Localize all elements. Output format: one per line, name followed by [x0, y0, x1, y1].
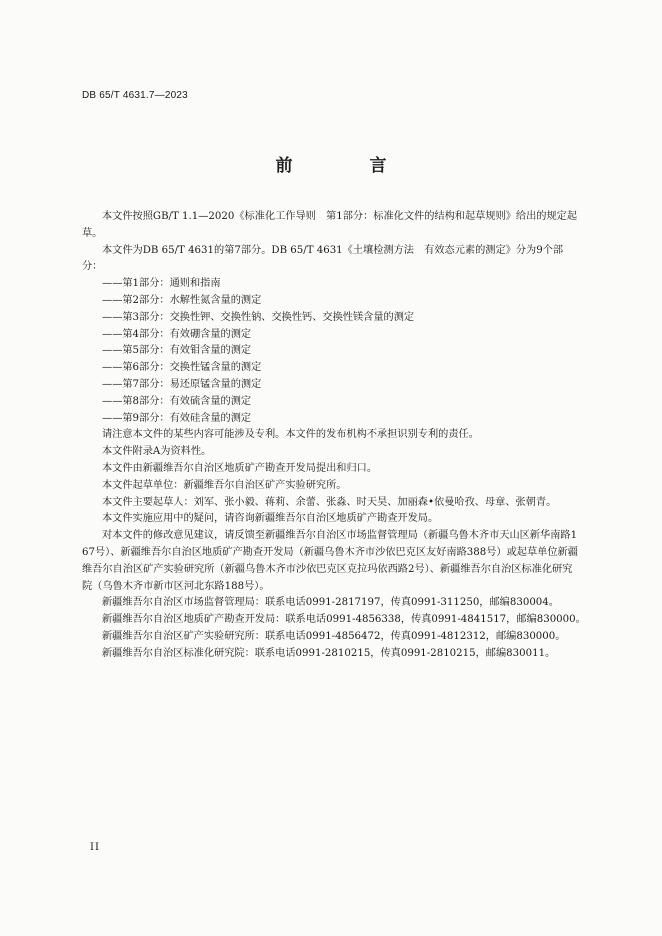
list-item: ——第2部分：水解性氮含量的测定 — [102, 294, 262, 306]
list-item: ——第7部分：易还原锰含量的测定 — [102, 378, 262, 390]
contact-line: 新疆维吾尔自治区市场监督管理局：联系电话0991-2817197，传真0991-311250，邮编830004。 — [102, 597, 559, 609]
document-body — [82, 209, 586, 663]
page-number: II — [90, 842, 100, 853]
paragraph-inquiry: 本文件实施应用中的疑问，请咨询新疆维吾尔自治区地质矿产勘查开发局。 — [102, 513, 439, 525]
document-code: DB 65/T 4631.7—2023 — [82, 90, 188, 101]
paragraph-drafting-rules: 本文件按照GB/T 1.1—2020《标准化工作导则 第1部分：标准化文件的结构和起草规则》给出的规定起草。 — [82, 211, 578, 239]
list-item: ——第9部分：有效硅含量的测定 — [102, 412, 252, 424]
paragraph-feedback: 对本文件的修改意见建议，请反馈至新疆维吾尔自治区市场监督管理局（新疆乌鲁木齐市天山区新华南路167号）、新疆维吾尔自治区地质矿产勘查开发局（新疆乌鲁木齐市沙依巴克区友好南路388号）或起草单位新疆维吾尔自治区矿产实验研究所（新疆乌鲁木齐市沙依巴克区克拉玛依西路2号）、新疆维吾尔自治区标准化研究院（乌鲁木齐市新市区河北东路188号）。 — [82, 530, 578, 592]
paragraph-drafting-unit: 本文件起草单位：新疆维吾尔自治区矿产实验研究所。 — [102, 479, 347, 491]
list-item: ——第6部分：交换性锰含量的测定 — [102, 362, 262, 374]
list-item: ——第1部分：通则和指南 — [102, 278, 221, 290]
list-item: ——第5部分：有效钼含量的测定 — [102, 345, 252, 357]
list-item: ——第3部分：交换性钾、交换性钠、交换性钙、交换性镁含量的测定 — [102, 311, 415, 323]
contact-line: 新疆维吾尔自治区地质矿产勘查开发局：联系电话0991-4856338，传真0991-4841517，邮编830000。 — [102, 614, 586, 626]
contacts-list — [82, 595, 586, 662]
paragraph-patent-notice: 请注意本文件的某些内容可能涉及专利。本文件的发布机构不承担识别专利的责任。 — [102, 429, 479, 441]
parts-list — [82, 276, 582, 427]
paragraph-part-intro: 本文件为DB 65/T 4631的第7部分。DB 65/T 4631《土壤检测方法 有效态元素的测定》分为9个部分： — [82, 244, 564, 273]
paragraph-drafters: 本文件主要起草人：刘军、张小毅、蒋莉、余蕾、张淼、时天昊、加丽森•依曼哈孜、母章、张朝青。 — [102, 496, 557, 508]
paragraph-appendix: 本文件附录A为资料性。 — [102, 446, 212, 458]
list-item: ——第4部分：有效硼含量的测定 — [102, 328, 252, 340]
list-item: ——第8部分：有效硫含量的测定 — [102, 395, 252, 407]
page-title: 前 言 — [275, 156, 417, 176]
contact-line: 新疆维吾尔自治区矿产实验研究所：联系电话0991-4856472，传真0991-4812312，邮编830000。 — [102, 630, 566, 642]
contact-line: 新疆维吾尔自治区标准化研究院：联系电话0991-2810215，传真0991-2810215，邮编830011。 — [102, 647, 556, 659]
paragraph-proposer: 本文件由新疆维吾尔自治区地质矿产勘查开发局提出和归口。 — [102, 462, 378, 474]
